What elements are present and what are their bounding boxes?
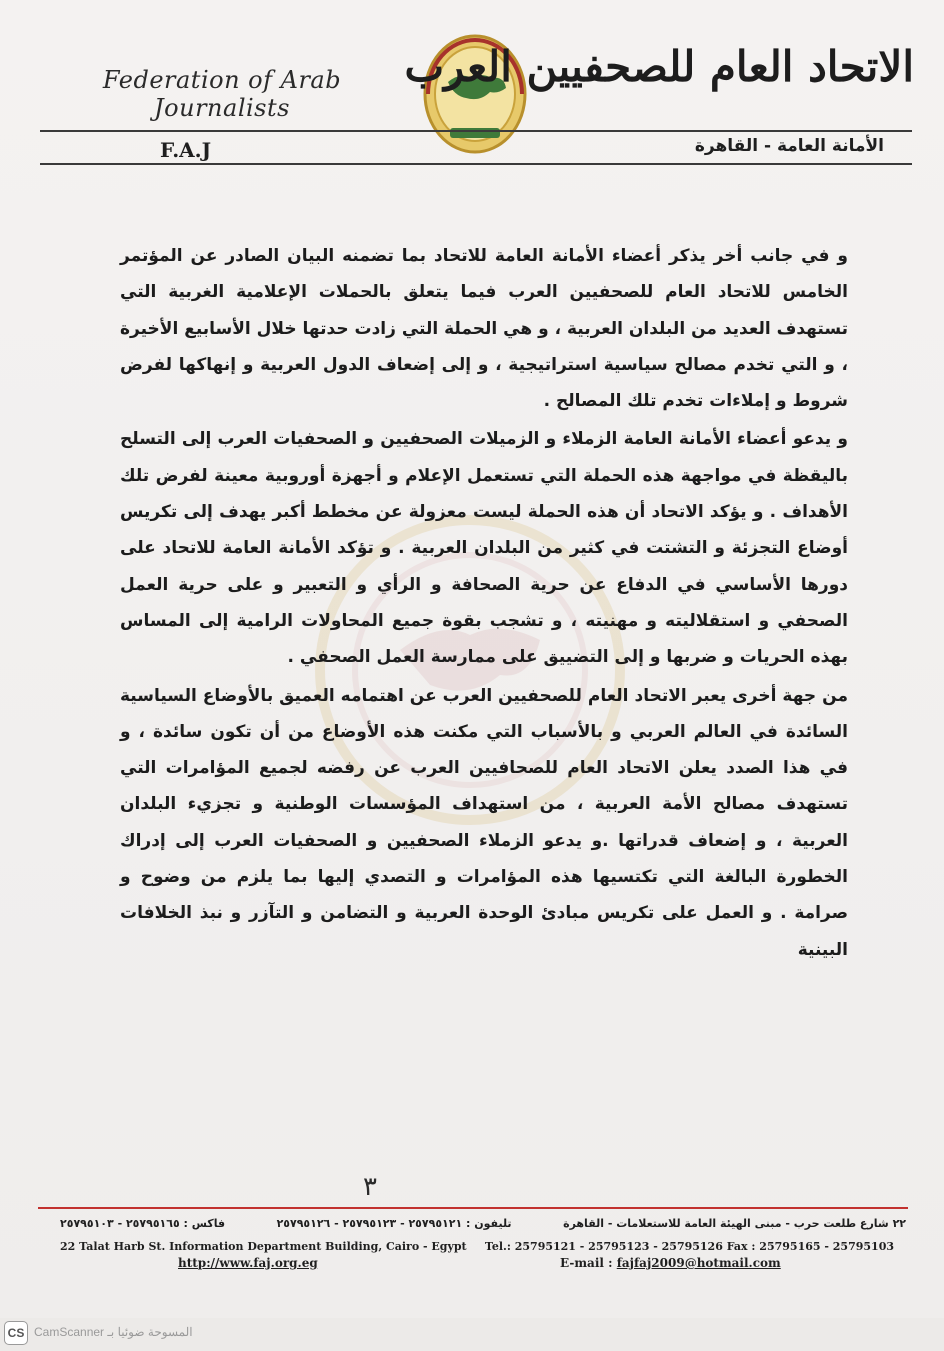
header-bottom-rule: [40, 163, 912, 165]
header-subtitle: الأمانة العامة - القاهرة: [694, 136, 884, 156]
footer-tel-fax-english: Tel.: 25795121 - 25795123 - 25795126 Fax : 25795165 - 25795103: [484, 1240, 894, 1253]
paragraph-3: من جهة أخرى يعبر الاتحاد العام للصحفيين العرب عن اهتمامه العميق بالأوضاع السياسية السائدة في العالم العربي و بالأسباب التي مكنت هذه الأوضاع من أن تكون سائدة ، و في هذا الصدد يعلن الاتحاد العام للصحافيين العرب عن رفضه لجميع المؤامرات التي تستهدف مصالح الأمة العربية ، من استهداف المؤسسات الوطنية و تجزيء البلدان العربية ، و إضعاف قدراتها .و يدعو الزملاء الصحفيين و الصحفيات العرب إلى إدراك الخطورة البالغة التي تكتسيها هذه المؤامرات و التصدي إليها بما يلزم من وضوح و صرامة . و العمل على تكريس مبادئ الوحدة العربية و التضامن و التآزر و نبذ الخلافات البينية: [120, 685, 848, 960]
footer-address-arabic: ٢٢ شارع طلعت حرب - مبنى الهيئة العامة للاستعلامات - القاهرة: [563, 1217, 906, 1230]
camscanner-icon: CS: [4, 1321, 28, 1345]
scanner-watermark-text: CamScanner المسوحة ضوئيا بـ: [34, 1325, 193, 1339]
page-number: ٣: [363, 1172, 377, 1202]
footer-address-english: 22 Talat Harb St. Information Department Building, Cairo - Egypt: [60, 1240, 467, 1253]
header-top-rule: [40, 130, 912, 132]
footer-email-label: E-mail :: [560, 1256, 613, 1270]
footer-rule: [38, 1207, 908, 1209]
letter-body: [120, 238, 848, 970]
footer-website-link[interactable]: http://www.faj.org.eg: [178, 1256, 318, 1270]
footer-email: [560, 1256, 781, 1270]
footer-fax-arabic: فاكس : ٢٥٧٩٥١٦٥ - ٢٥٧٩٥١٠٣: [60, 1217, 226, 1230]
footer-phone-arabic: تليفون : ٢٥٧٩٥١٢١ - ٢٥٧٩٥١٢٣ - ٢٥٧٩٥١٢٦: [276, 1217, 512, 1230]
footer-email-link[interactable]: fajfaj2009@hotmail.com: [616, 1256, 781, 1270]
footer-arabic-line: [60, 1217, 906, 1230]
paragraph-1: و في جانب أخر يذكر أعضاء الأمانة العامة للاتحاد بما تضمنه البيان الصادر عن المؤتمر الخامس للاتحاد العام للصحفيين العرب فيما يتعلق بالحملات الإعلامية الغربية التي تستهدف العديد من البلدان العربية ، و هي الحملة التي زادت حدتها خلال الأسابيع الأخيرة ، و التي تخدم مصالح سياسية استراتيجية ، و إلى إضعاف الدول العربية و إنهاكها لفرض شروط و إملاءات تخدم تلك المصالح .: [120, 246, 848, 412]
paragraph-2: و يدعو أعضاء الأمانة العامة الزملاء و الزميلات الصحفيين و الصحفيات العرب إلى التسلح باليقظة في مواجهة هذه الحملة التي تستعمل الإعلام و أجهزة أوروبية معينة لفرض تلك الأهداف . و يؤكد الاتحاد أن هذه الحملة ليست معزولة عن مخطط أكبر يهدف إلى تكريس أوضاع التجزئة و التشتت في كثير من البلدان العربية . و تؤكد الأمانة العامة للاتحاد على دورها الأساسي في الدفاع عن حرية الصحافة و الرأي و التعبير و على حرية العمل الصحفي و استقلاليته و مهنيته ، و تشجب بقوة جميع المحاولات الرامية إلى المساس بهذه الحريات و ضربها و إلى التضييق على ممارسة العمل الصحفي .: [120, 429, 848, 668]
org-abbreviation: F.A.J: [160, 138, 212, 162]
org-name-arabic: الاتحاد العام للصحفيين العرب: [404, 42, 914, 91]
org-name-english: Federation of Arab Journalists: [102, 66, 342, 122]
